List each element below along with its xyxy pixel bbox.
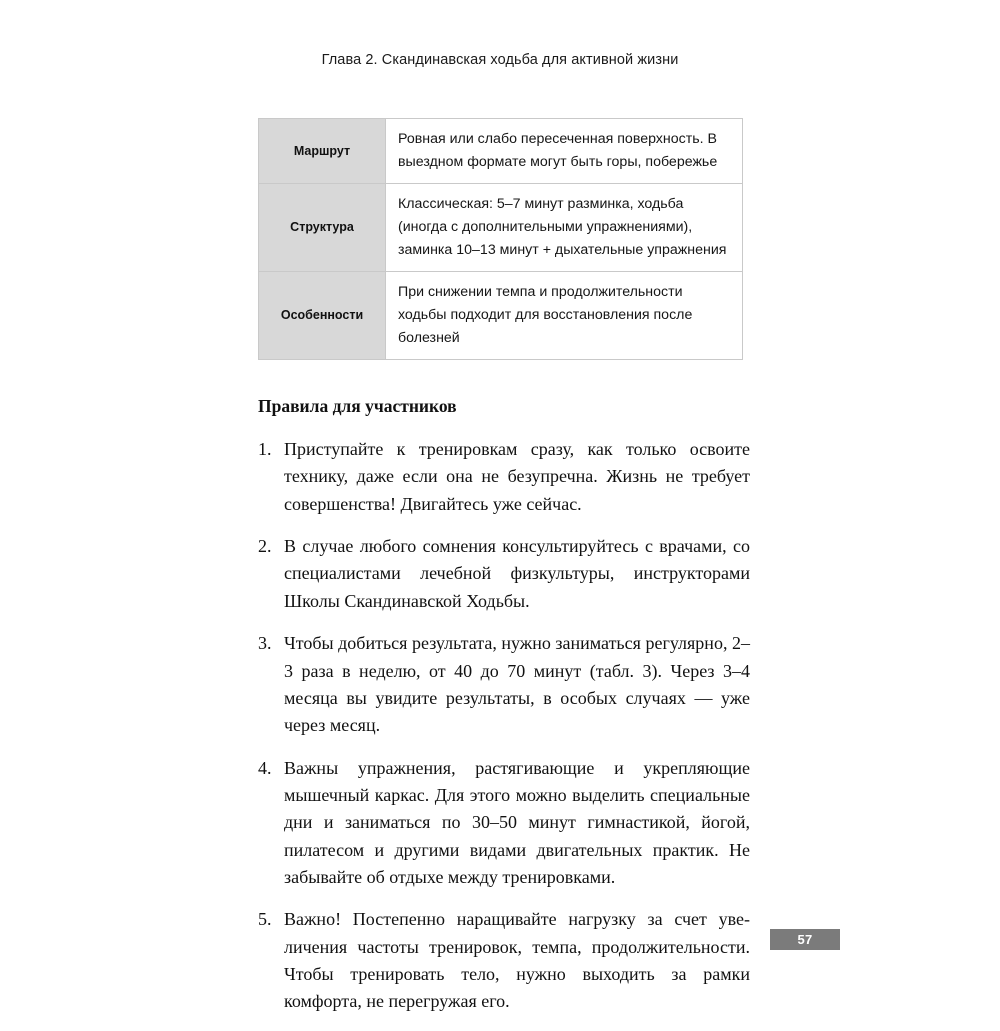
section-heading: Правила для участников [258,396,457,416]
rules-list [258,436,750,1031]
table-row-label: Маршрут [259,119,386,184]
list-item [258,755,750,892]
list-item-text: Важны упражнения, растягивающие и укрепляющие мышечный каркас. Для этого можно выделить специальные дни и заниматься по 30–50 минут гимнастикой, йогой, пилатесом и другими видами двигательных практик. Не забывайте об отдыхе между тренировками. [284,757,750,888]
list-item-number: 1. [258,439,272,459]
table-row [259,119,743,184]
list-item [258,533,750,615]
table-row [259,272,743,360]
list-item-text: В случае любого сомнения консультируйтесь с врачами, со специалистами лечебной физкультуры, инструкторами Школы Скандинавской Ходьбы. [284,536,750,611]
table-row-value: При снижении темпа и продолжительности ходьбы подходит для восстановления после болезней [386,272,743,360]
list-item [258,436,750,518]
list-item-number: 3. [258,633,272,654]
table-row-value: Ровная или слабо пересеченная поверхность. В выездном формате могут быть горы, побережье [386,119,743,184]
list-item-number: 2. [258,536,272,557]
table-row-label: Структура [259,184,386,272]
list-item-number: 4. [258,757,272,778]
table-row-label: Особенности [259,272,386,360]
table-row [259,184,743,272]
page-number-badge: 57 [770,929,840,950]
list-item-text: Приступайте к тренировкам сразу, как только освоите технику, даже если она не безупречна. Жизнь не требует совершенства! Двигайтесь уже сейчас. [284,439,750,514]
table-row-value: Классическая: 5–7 минут разминка, ходьба (иногда с дополнительными упражнениями), заминка 10–13 минут + дыхательные упражнения [386,184,743,272]
list-item-text: Важно! Постепенно наращивайте нагрузку за счет увеличения частоты тренировок, темпа, продолжительности. Чтобы тренировать тело, нужно выходить за рамки комфорта, не перегружая его. [284,909,750,1012]
running-head: Глава 2. Скандинавская ходьба для активной жизни [321,52,679,68]
list-item-text: Чтобы добиться результата, нужно заниматься регулярно, 2–3 раза в неделю, от 40 до 70 минут (табл. 3). Через 3–4 месяца вы увидите результаты, в особых случаях — уже через месяц. [284,633,750,736]
specification-table [258,118,743,360]
list-item [258,630,750,739]
list-item-number: 5. [258,909,272,930]
list-item [258,906,750,1015]
